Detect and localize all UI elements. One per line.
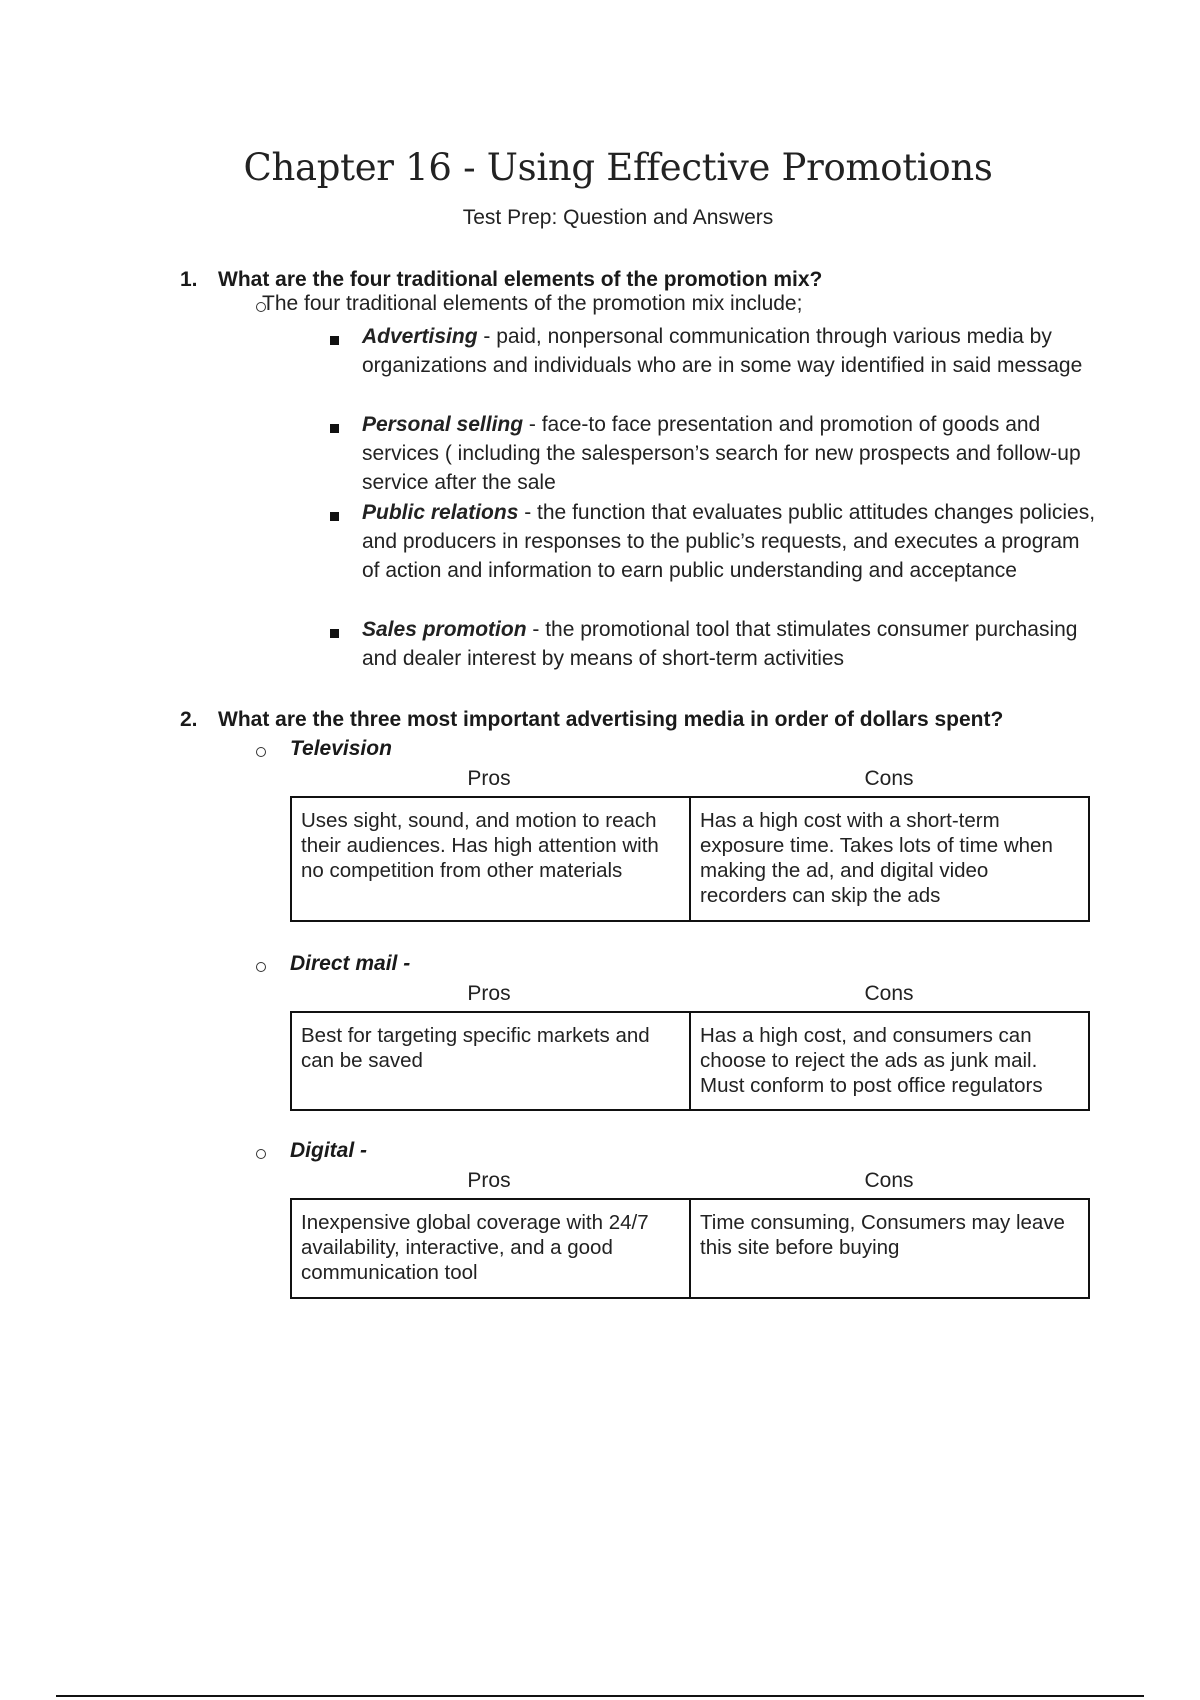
pros-cell: Uses sight, sound, and motion to reach their audiences. Has high attention with no competition from other materials (291, 797, 690, 921)
question-1 (180, 268, 1120, 292)
square-bullet-icon (330, 336, 339, 345)
pros-cons-table-television (290, 796, 1090, 922)
pros-cons-table-direct-mail (290, 1011, 1090, 1111)
definition-item (362, 410, 1102, 497)
definition-term: Personal selling (362, 413, 524, 436)
table-row (291, 1012, 1089, 1110)
page-title: Chapter 16 - Using Effective Promotions (243, 146, 993, 189)
pros-header: Pros (467, 767, 511, 790)
media-label-television: Television (290, 737, 392, 760)
media-label-digital: Digital - (290, 1139, 367, 1162)
hollow-bullet-icon (256, 962, 266, 972)
pros-header: Pros (467, 1169, 511, 1192)
page-subtitle: Test Prep: Question and Answers (462, 206, 774, 229)
pros-cell: Inexpensive global coverage with 24/7 availability, interactive, and a good communication tool (291, 1199, 690, 1298)
pros-cons-table-digital (290, 1198, 1090, 1299)
definition-term: Sales promotion (362, 618, 527, 641)
square-bullet-icon (330, 424, 339, 433)
page-bottom-rule (56, 1695, 1144, 1697)
definition-term: Advertising (362, 325, 478, 348)
question-text: What are the four traditional elements of the promotion mix? (218, 268, 823, 291)
definition-text: - face-to face presentation and promotion of goods and services ( including the salesperson’s search for new prospects and follow-up service after the sale (362, 413, 1081, 494)
pros-cell: Best for targeting specific markets and can be saved (291, 1012, 690, 1110)
pros-header: Pros (467, 982, 511, 1005)
definition-item (362, 615, 1102, 673)
hollow-bullet-icon (256, 747, 266, 757)
cons-cell: Time consuming, Consumers may leave this site before buying (690, 1199, 1089, 1298)
table-row (291, 797, 1089, 921)
definition-text: - the function that evaluates public attitudes changes policies, and producers in responses to the public’s requests, and executes a program of action and information to earn public understanding and acceptance (362, 501, 1096, 582)
cons-header: Cons (864, 767, 914, 790)
table-row (291, 1199, 1089, 1298)
question-number: 1. (180, 268, 198, 291)
definition-item (362, 498, 1102, 585)
definition-item (362, 322, 1102, 380)
cons-header: Cons (864, 1169, 914, 1192)
cons-cell: Has a high cost, and consumers can choose to reject the ads as junk mail. Must conform to post office regulators (690, 1012, 1089, 1110)
hollow-bullet-icon (256, 1149, 266, 1159)
definition-text: - the promotional tool that stimulates consumer purchasing and dealer interest by means of short-term activities (362, 618, 1078, 670)
definition-term: Public relations (362, 501, 519, 524)
question-text: What are the three most important advertising media in order of dollars spent? (218, 708, 1004, 731)
question-2 (180, 708, 1120, 732)
answer-intro: The four traditional elements of the promotion mix include; (262, 292, 803, 315)
definition-text: - paid, nonpersonal communication through various media by organizations and individuals who are in some way identified in said message (362, 325, 1083, 377)
cons-header: Cons (864, 982, 914, 1005)
square-bullet-icon (330, 512, 339, 521)
cons-cell: Has a high cost with a short-term exposure time. Takes lots of time when making the ad, and digital video recorders can skip the ads (690, 797, 1089, 921)
media-label-direct-mail: Direct mail - (290, 952, 411, 975)
question-number: 2. (180, 708, 198, 731)
square-bullet-icon (330, 629, 339, 638)
